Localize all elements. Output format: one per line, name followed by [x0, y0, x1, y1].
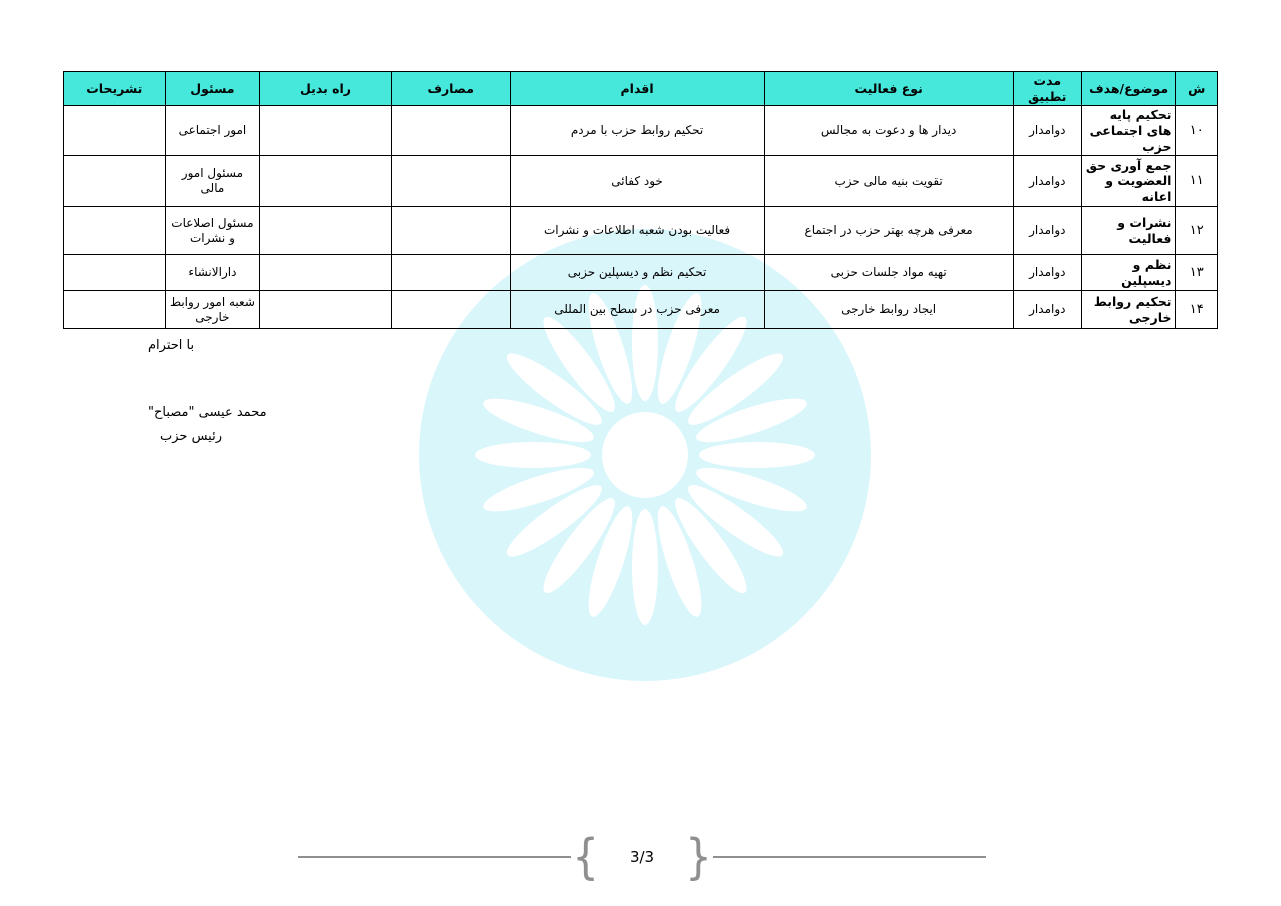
cell-activity: دیدار ها و دعوت به مجالس: [764, 106, 1013, 156]
open-brace-ornament: {: [572, 828, 599, 885]
cell-notes: [64, 207, 166, 255]
cell-alternative: [260, 106, 392, 156]
cell-topic: نظم و دیسپلین: [1081, 255, 1176, 291]
column-header-number: ش: [1176, 72, 1218, 106]
cell-number: ۱۴: [1176, 291, 1218, 329]
footer-rule-left: [298, 856, 571, 858]
cell-expenses: [391, 291, 510, 329]
cell-activity: ایجاد روابط خارجی: [764, 291, 1013, 329]
cell-number: ۱۳: [1176, 255, 1218, 291]
cell-duration: دوامدار: [1013, 207, 1081, 255]
cell-expenses: [391, 156, 510, 207]
cell-topic: نشرات و فعالیت: [1081, 207, 1176, 255]
cell-notes: [64, 291, 166, 329]
signature-block: [148, 338, 350, 445]
page-footer: [303, 828, 981, 886]
cell-expenses: [391, 207, 510, 255]
cell-number: ۱۱: [1176, 156, 1218, 207]
signatory-name: محمد عیسی "مصباح": [148, 405, 267, 420]
table-row: [64, 291, 1218, 329]
cell-activity: تقویت بنیه مالی حزب: [764, 156, 1013, 207]
cell-action: خود کفائی: [510, 156, 764, 207]
footer-rule-right: [713, 856, 986, 858]
cell-expenses: [391, 255, 510, 291]
column-header-duration: مدت تطبیق: [1013, 72, 1081, 106]
column-header-activity: نوع فعالیت: [764, 72, 1013, 106]
column-header-topic: موضوع/هدف: [1081, 72, 1176, 106]
cell-notes: [64, 255, 166, 291]
table-row: [64, 106, 1218, 156]
column-header-responsible: مسئول: [165, 72, 260, 106]
cell-responsible: امور اجتماعی: [165, 106, 260, 156]
column-header-notes: تشریحات: [64, 72, 166, 106]
close-brace-ornament: }: [685, 828, 712, 885]
cell-action: تحکیم نظم و دیسپلین حزبی: [510, 255, 764, 291]
cell-topic: تحکیم روابط خارجی: [1081, 291, 1176, 329]
cell-action: معرفی حزب در سطح بین المللی: [510, 291, 764, 329]
cell-duration: دوامدار: [1013, 255, 1081, 291]
cell-alternative: [260, 207, 392, 255]
table-header-row: [64, 72, 1218, 106]
work-plan-table: [63, 71, 1218, 329]
cell-action: تحکیم روابط حزب با مردم: [510, 106, 764, 156]
column-header-expenses: مصارف: [391, 72, 510, 106]
table-row: [64, 255, 1218, 291]
cell-expenses: [391, 106, 510, 156]
cell-responsible: مسئول اصلاعات و نشرات: [165, 207, 260, 255]
page-number: 3/3: [629, 848, 655, 866]
signature-salutation: با احترام: [148, 338, 195, 353]
cell-notes: [64, 106, 166, 156]
column-header-action: اقدام: [510, 72, 764, 106]
column-header-alternative: راه بدیل: [260, 72, 392, 106]
cell-topic: جمع آوری حق العضویت و اعانه: [1081, 156, 1176, 207]
cell-duration: دوامدار: [1013, 291, 1081, 329]
cell-action: فعالیت بودن شعبه اطلاعات و نشرات: [510, 207, 764, 255]
cell-activity: معرفی هرچه بهتر حزب در اجتماع: [764, 207, 1013, 255]
cell-alternative: [260, 156, 392, 207]
cell-notes: [64, 156, 166, 207]
table-row: [64, 156, 1218, 207]
cell-duration: دوامدار: [1013, 156, 1081, 207]
cell-activity: تهیه مواد جلسات حزبی: [764, 255, 1013, 291]
cell-topic: تحکیم پایه های اجتماعی حزب: [1081, 106, 1176, 156]
cell-responsible: دارالانشاء: [165, 255, 260, 291]
table-row: [64, 207, 1218, 255]
cell-duration: دوامدار: [1013, 106, 1081, 156]
cell-responsible: مسئول امور مالی: [165, 156, 260, 207]
cell-alternative: [260, 291, 392, 329]
signatory-role: رئیس حزب: [160, 429, 222, 444]
cell-number: ۱۲: [1176, 207, 1218, 255]
cell-alternative: [260, 255, 392, 291]
cell-responsible: شعبه امور روابط خارجی: [165, 291, 260, 329]
cell-number: ۱۰: [1176, 106, 1218, 156]
